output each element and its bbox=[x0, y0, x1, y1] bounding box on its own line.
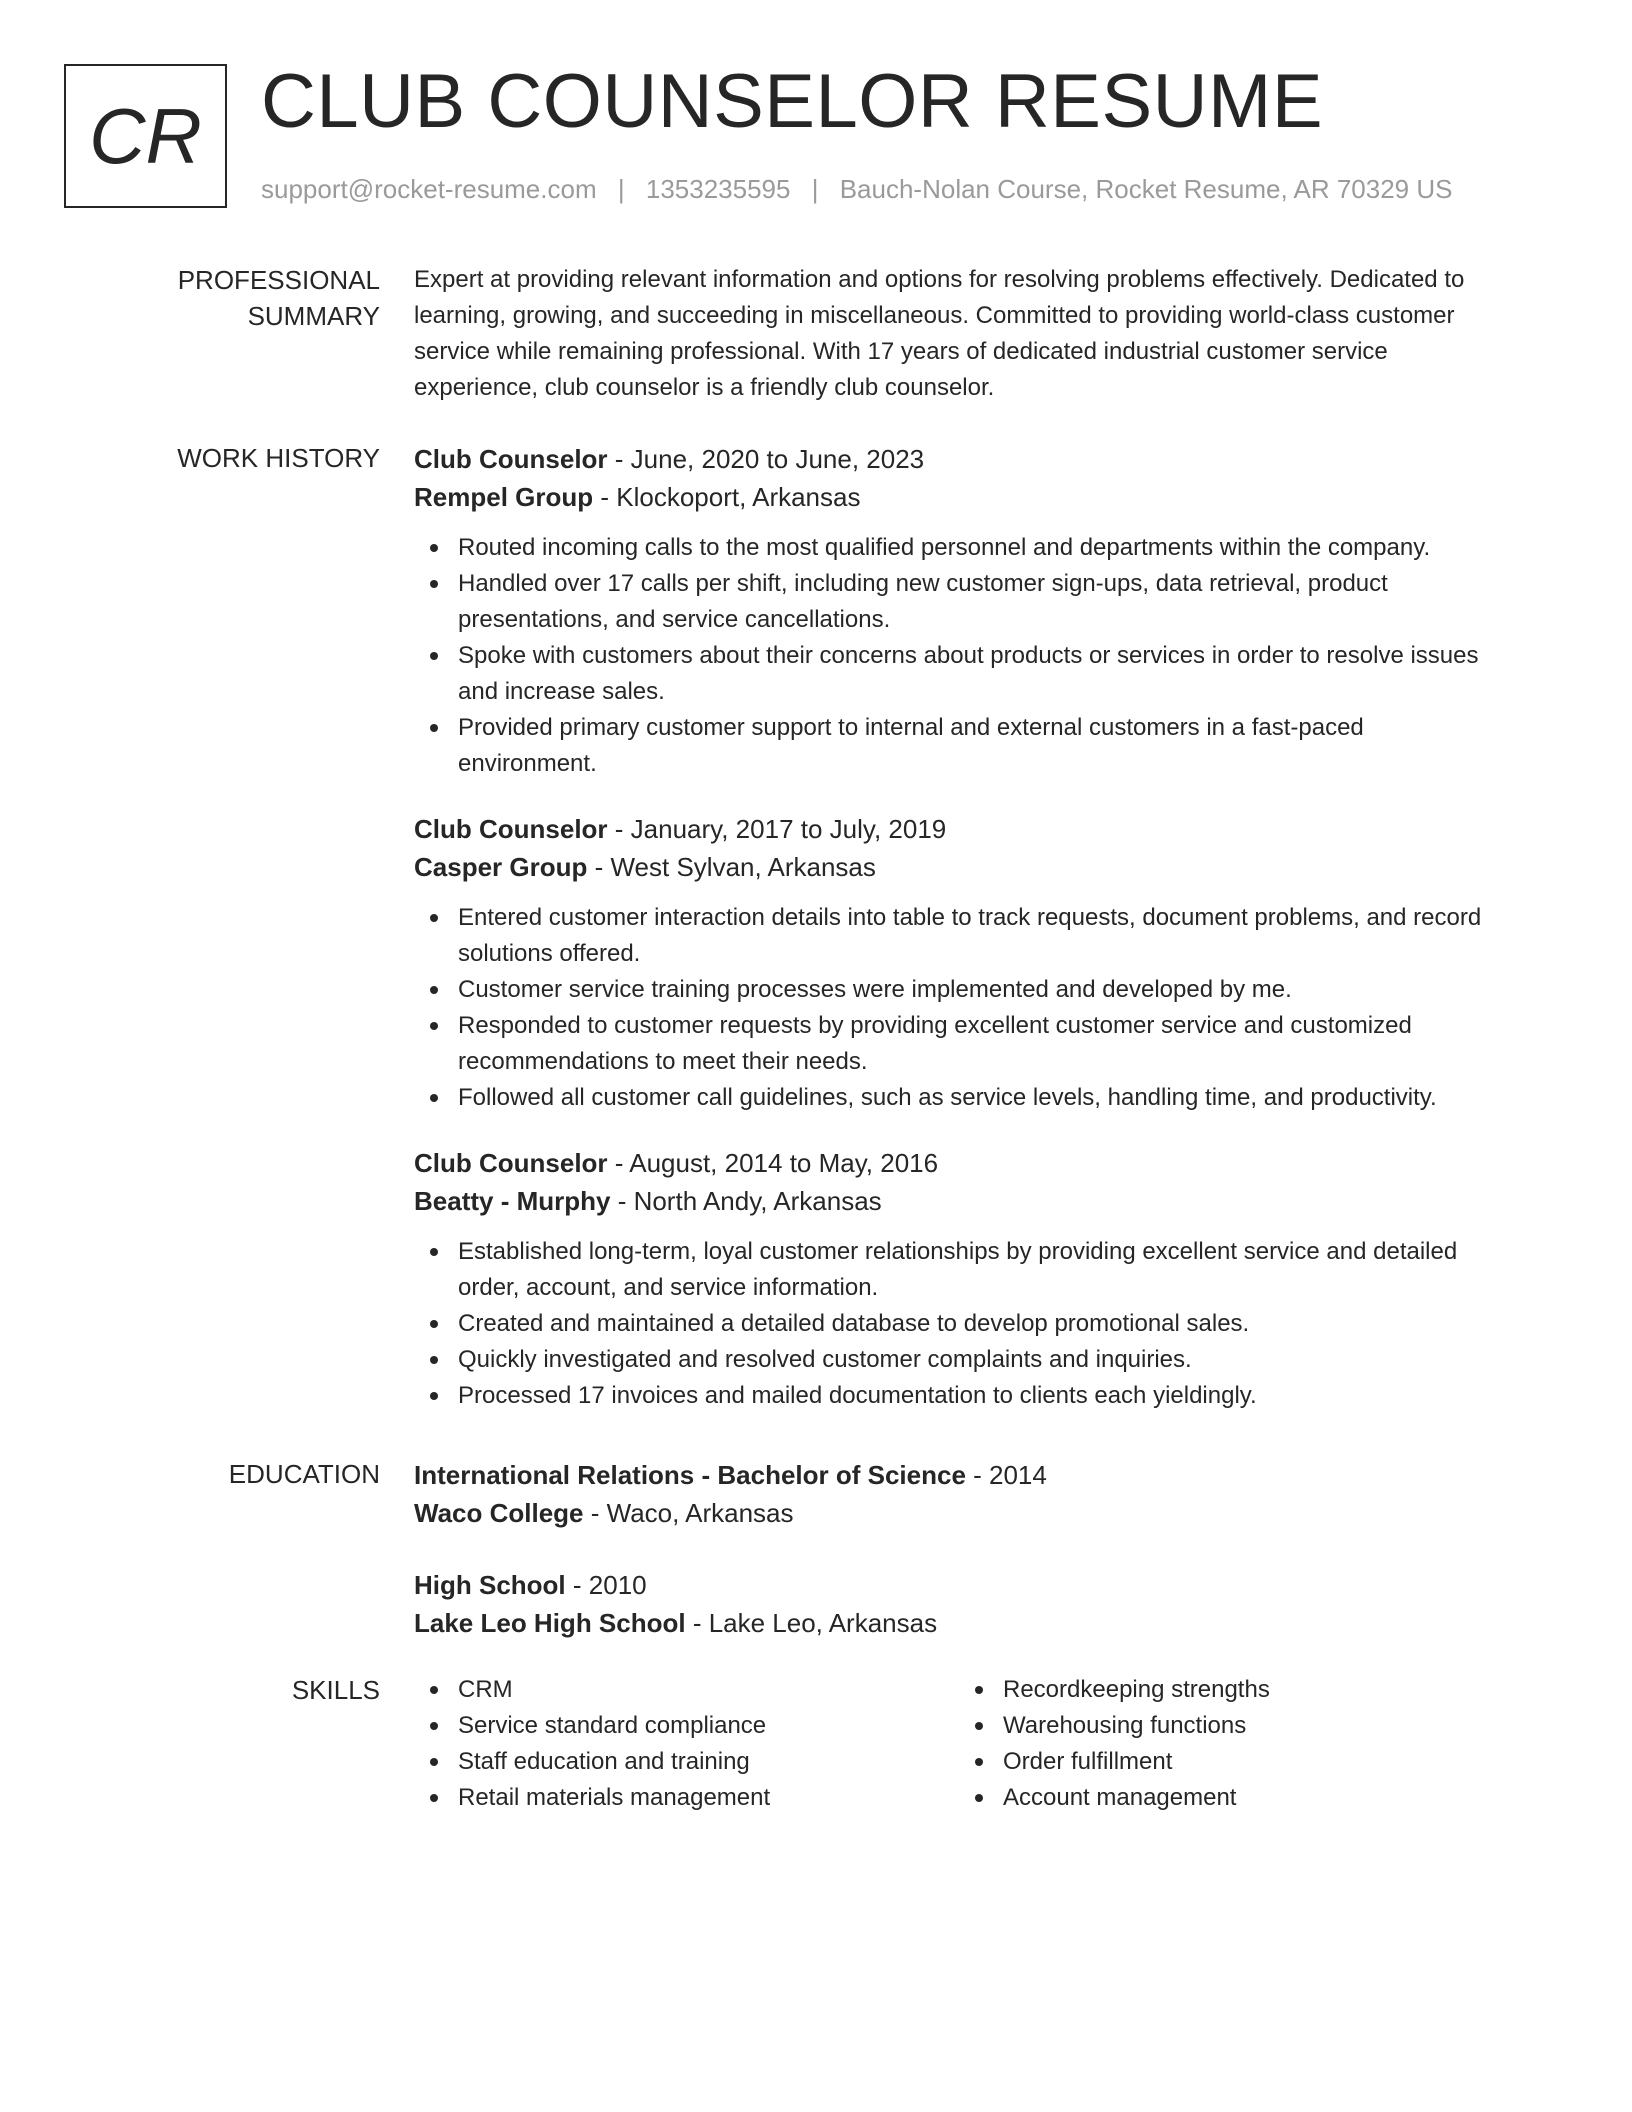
job-title-line bbox=[414, 810, 1504, 848]
header-text bbox=[261, 59, 1453, 205]
job-location: - West Sylvan, Arkansas bbox=[587, 852, 876, 882]
job-company: Beatty - Murphy bbox=[414, 1186, 611, 1216]
summary-body bbox=[414, 262, 1504, 406]
list-item: Spoke with customers about their concerns about products or services in order to resolve issues and increase sales. bbox=[414, 638, 1504, 710]
degree-line bbox=[414, 1456, 1504, 1494]
section-label-summary: PROFESSIONAL SUMMARY bbox=[177, 265, 380, 331]
school-line bbox=[414, 1604, 1504, 1642]
list-item: Retail materials management bbox=[414, 1780, 959, 1816]
job-company-line bbox=[414, 848, 1504, 886]
job-title: Club Counselor bbox=[414, 1148, 608, 1178]
list-item: Entered customer interaction details into table to track requests, document problems, and record solutions offered. bbox=[414, 900, 1504, 972]
list-item: Created and maintained a detailed database to develop promotional sales. bbox=[414, 1306, 1504, 1342]
section-label-skills: SKILLS bbox=[291, 1675, 380, 1705]
list-item: Customer service training processes were implemented and developed by me. bbox=[414, 972, 1504, 1008]
skills-column-right bbox=[959, 1672, 1504, 1816]
school-location: - Lake Leo, Arkansas bbox=[685, 1608, 938, 1638]
job-company-line bbox=[414, 478, 1504, 516]
job-location: - Klockoport, Arkansas bbox=[593, 482, 861, 512]
list-item: Followed all customer call guidelines, such as service levels, handling time, and productivity. bbox=[414, 1080, 1504, 1116]
education-section bbox=[64, 1456, 1568, 1676]
resume-header bbox=[64, 59, 1568, 208]
contact-separator: | bbox=[811, 174, 819, 204]
job-title-line bbox=[414, 440, 1504, 478]
job-company: Casper Group bbox=[414, 852, 588, 882]
list-item: CRM bbox=[414, 1672, 959, 1708]
skills-column-left bbox=[414, 1672, 959, 1816]
job-entry bbox=[414, 810, 1504, 1116]
list-item: Staff education and training bbox=[414, 1744, 959, 1780]
work-body bbox=[414, 440, 1504, 1442]
school: Waco College bbox=[414, 1498, 584, 1528]
degree-line bbox=[414, 1566, 1504, 1604]
education-entry bbox=[414, 1456, 1504, 1532]
education-entry bbox=[414, 1566, 1504, 1642]
school: Lake Leo High School bbox=[414, 1608, 686, 1638]
list-item: Provided primary customer support to internal and external customers in a fast-paced environment. bbox=[414, 710, 1504, 782]
list-item: Handled over 17 calls per shift, including new customer sign-ups, data retrieval, product presentations, and service cancellations. bbox=[414, 566, 1504, 638]
section-label-education: EDUCATION bbox=[228, 1459, 380, 1489]
monogram-logo: CR bbox=[64, 64, 227, 208]
job-dates: - August, 2014 to May, 2016 bbox=[607, 1148, 939, 1178]
work-history-section bbox=[64, 440, 1568, 1442]
job-title-line bbox=[414, 1144, 1504, 1182]
list-item: Processed 17 invoices and mailed documentation to clients each yieldingly. bbox=[414, 1378, 1504, 1414]
skills-grid bbox=[414, 1672, 1504, 1816]
list-item: Quickly investigated and resolved customer complaints and inquiries. bbox=[414, 1342, 1504, 1378]
job-location: - North Andy, Arkansas bbox=[610, 1186, 882, 1216]
degree-year: - 2010 bbox=[565, 1570, 647, 1600]
skills-body bbox=[414, 1672, 1504, 1816]
job-dates: - June, 2020 to June, 2023 bbox=[607, 444, 925, 474]
job-title: Club Counselor bbox=[414, 814, 608, 844]
list-item: Order fulfillment bbox=[959, 1744, 1504, 1780]
job-company-line bbox=[414, 1182, 1504, 1220]
list-item: Service standard compliance bbox=[414, 1708, 959, 1744]
job-dates: - January, 2017 to July, 2019 bbox=[607, 814, 947, 844]
skills-section bbox=[64, 1672, 1568, 1816]
education-body bbox=[414, 1456, 1504, 1676]
list-item: Responded to customer requests by providing excellent customer service and customized recommendations to meet their needs. bbox=[414, 1008, 1504, 1080]
list-item: Established long-term, loyal customer relationships by providing excellent service and detailed order, account, and service information. bbox=[414, 1234, 1504, 1306]
job-title: Club Counselor bbox=[414, 444, 608, 474]
contact-address: Bauch-Nolan Course, Rocket Resume, AR 70329 US bbox=[839, 174, 1453, 204]
job-bullets bbox=[414, 530, 1504, 782]
job-entry bbox=[414, 1144, 1504, 1414]
list-item: Recordkeeping strengths bbox=[959, 1672, 1504, 1708]
job-company: Rempel Group bbox=[414, 482, 594, 512]
summary-text: Expert at providing relevant information and options for resolving problems effectively. Dedicated to learning, growing, and succeeding in miscellaneous. Committed to providing world-class customer service while remaining professional. With 17 years of dedicated industrial customer service experience, club counselor is a friendly club counselor. bbox=[414, 266, 1465, 401]
degree: High School bbox=[414, 1570, 566, 1600]
list-item: Warehousing functions bbox=[959, 1708, 1504, 1744]
list-item: Routed incoming calls to the most qualified personnel and departments within the company. bbox=[414, 530, 1504, 566]
school-line bbox=[414, 1494, 1504, 1532]
job-bullets bbox=[414, 900, 1504, 1116]
contact-separator: | bbox=[617, 174, 625, 204]
skills-list bbox=[414, 1672, 959, 1816]
degree-year: - 2014 bbox=[965, 1460, 1047, 1490]
list-item: Account management bbox=[959, 1780, 1504, 1816]
contact-email[interactable]: support@rocket-resume.com bbox=[261, 174, 597, 204]
contact-phone[interactable]: 1353235595 bbox=[645, 174, 791, 204]
school-location: - Waco, Arkansas bbox=[583, 1498, 794, 1528]
summary-section bbox=[64, 262, 1568, 406]
skills-list bbox=[959, 1672, 1504, 1816]
page-title: CLUB COUNSELOR RESUME bbox=[261, 59, 1324, 144]
degree: International Relations - Bachelor of Science bbox=[414, 1460, 966, 1490]
contact-line bbox=[261, 174, 1452, 205]
job-bullets bbox=[414, 1234, 1504, 1414]
job-entry bbox=[414, 440, 1504, 782]
section-label-work: WORK HISTORY bbox=[177, 443, 380, 473]
